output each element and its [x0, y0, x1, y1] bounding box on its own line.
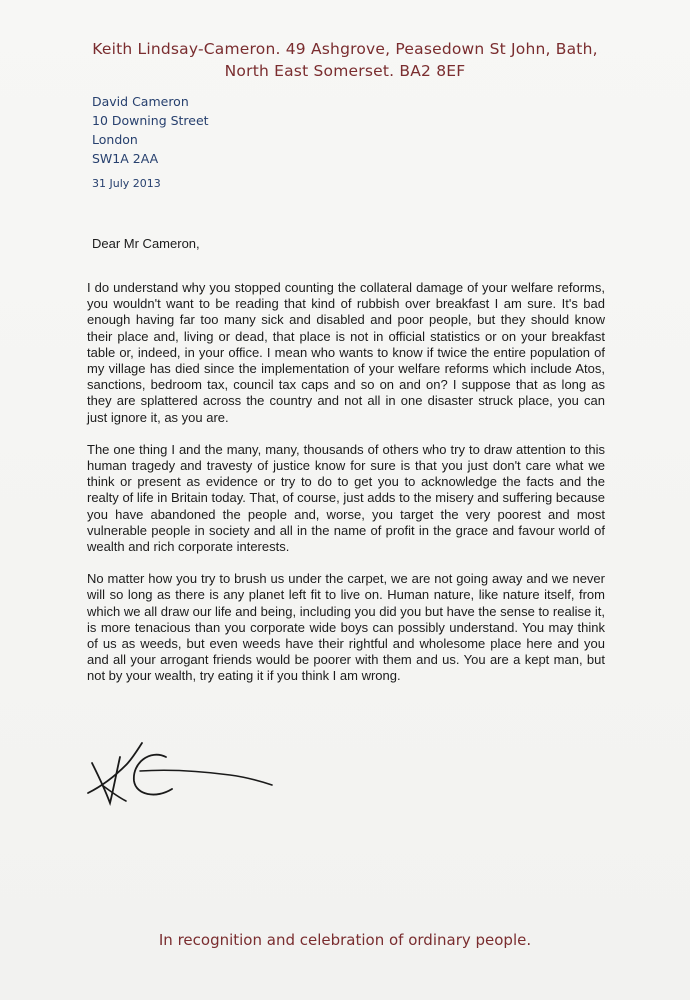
paragraph-2: The one thing I and the many, many, thousands of others who try to draw attention to this human tragedy and travesty of justice know for sure is that you just don't care what we think or present as evidence or try to do to get you to acknowledge the facts and the realty of life in Britain today. That, of course, just adds to the misery and suffering because you have abandoned the people and, worse, you target the very poorest and most vulnerable people in society and all in the name of profit in the grace and favour world of wealth and rich corporate interests. [87, 441, 605, 555]
recipient-street: 10 Downing Street [92, 113, 209, 128]
sender-line-1: Keith Lindsay-Cameron. 49 Ashgrove, Peasedown St John, Bath, [92, 40, 598, 58]
sender-address [0, 38, 690, 82]
footer-motto: In recognition and celebration of ordinary people. [158, 931, 532, 949]
recipient-name: David Cameron [92, 94, 189, 109]
recipient-postcode: SW1A 2AA [92, 151, 159, 166]
salutation: Dear Mr Cameron, [92, 236, 200, 251]
paragraph-3: No matter how you try to brush us under the carpet, we are not going away and we never will so long as there is any planet left fit to live on. Human nature, like nature itself, from which we all draw our life and being, including you did you but have the sense to realise it, is more tenacious than you corporate wide boys can possibly understand. You may think of us as weeds, but even weeds have their rightful and wholesome place here and you and all your arrogant friends would be poorer with them and us. You are a kept man, but not by your wealth, try eating it if you think I am wrong. [87, 571, 605, 684]
sender-line-2: North East Somerset. BA2 8EF [224, 62, 466, 80]
handwritten-signature [80, 735, 280, 815]
paragraph-1: I do understand why you stopped counting the collateral damage of your welfare reforms, you wouldn't want to be reading that kind of rubbish over breakfast I am sure. It's bad enough having far too many sick and disabled and poor people, but they should know their place and, living or dead, that place is not in official statistics or on your breakfast table or, indeed, in your office. I mean who wants to know if twice the entire population of my village has died since the implementation of your welfare reforms which include Atos, sanctions, bedroom tax, council tax caps and so on and on? I suppose that as long as they are splattered across the country and not all in one disaster struck place, you can just ignore it, as you are. [87, 280, 605, 425]
signature-graphic [80, 735, 280, 815]
letter-date: 31 July 2013 [92, 177, 161, 190]
letter-body [87, 280, 605, 701]
recipient-city: London [92, 132, 138, 147]
recipient-address [92, 92, 209, 168]
